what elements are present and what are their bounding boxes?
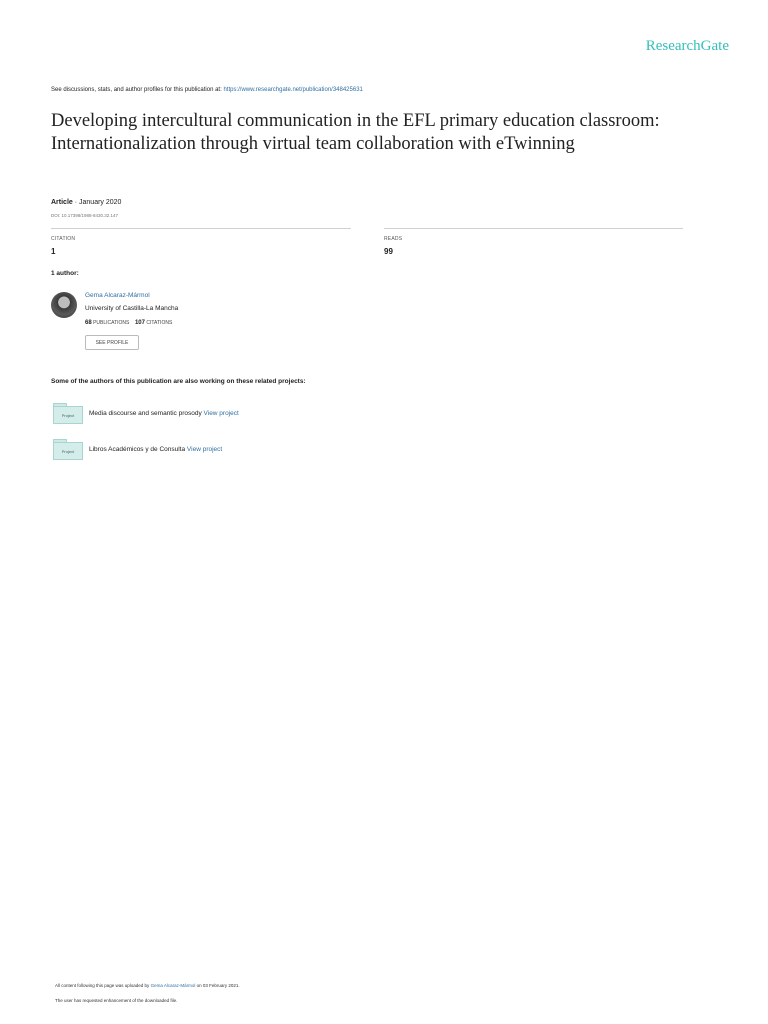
upload-suffix: on 03 February 2021. [195,983,240,988]
project-folder-icon [53,439,83,459]
discussions-prefix: See discussions, stats, and author profiles for this publication at: [51,87,224,93]
project-name: Media discourse and semantic prosody [89,410,204,417]
project-icon-label: Project [61,412,75,418]
publication-doi: DOI: 10.17398/1988-8430.32.147 [51,213,119,218]
related-projects-heading: Some of the authors of this publication are also working on these related projects: [51,378,306,385]
publication-type: Article [51,199,73,206]
researchgate-logo[interactable]: ResearchGate [645,38,729,54]
publication-date: · January 2020 [74,199,122,206]
publication-meta [51,199,121,206]
publication-url-link[interactable]: https://www.researchgate.net/publication/348425631 [223,87,363,93]
author-citations-count: 107 [134,320,145,326]
discussions-line [51,87,363,93]
author-publications-label: PUBLICATIONS [93,320,130,326]
citation-label: CITATION [51,236,76,242]
uploader-link[interactable]: Gema Alcaraz-Mármol [150,983,196,988]
reads-label: READS [384,236,403,242]
upload-note [55,983,240,988]
publication-title: Developing intercultural communication in the EFL primary education classroom: Internationalization through virtual team collaboration with eTwinning [51,111,660,154]
citation-divider [51,228,351,229]
view-project-link[interactable]: View project [186,446,223,453]
author-citations-label: CITATIONS [146,320,173,326]
see-profile-button[interactable]: SEE PROFILE [85,335,139,350]
reads-divider [384,228,683,229]
enhancement-note: The user has requested enhancement of the downloaded file. [55,998,178,1003]
author-publications-count: 68 [85,320,92,326]
citation-count: 1 [51,247,56,256]
author-institution: University of Castilla-La Mancha [85,305,179,312]
project-icon-label: Project [61,448,75,454]
authors-heading: 1 author: [51,270,79,277]
author-name-link[interactable]: Gema Alcaraz-Mármol [85,292,150,299]
author-stats [85,320,172,326]
upload-prefix: All content following this page was uploaded by [55,983,151,988]
view-project-link[interactable]: View project [203,410,239,417]
project-name: Libros Académicos y de Consulta [89,446,187,453]
project-item [89,446,222,453]
project-folder-icon [53,403,83,423]
project-item [89,410,239,417]
author-avatar[interactable] [51,292,77,318]
reads-count: 99 [384,247,393,256]
